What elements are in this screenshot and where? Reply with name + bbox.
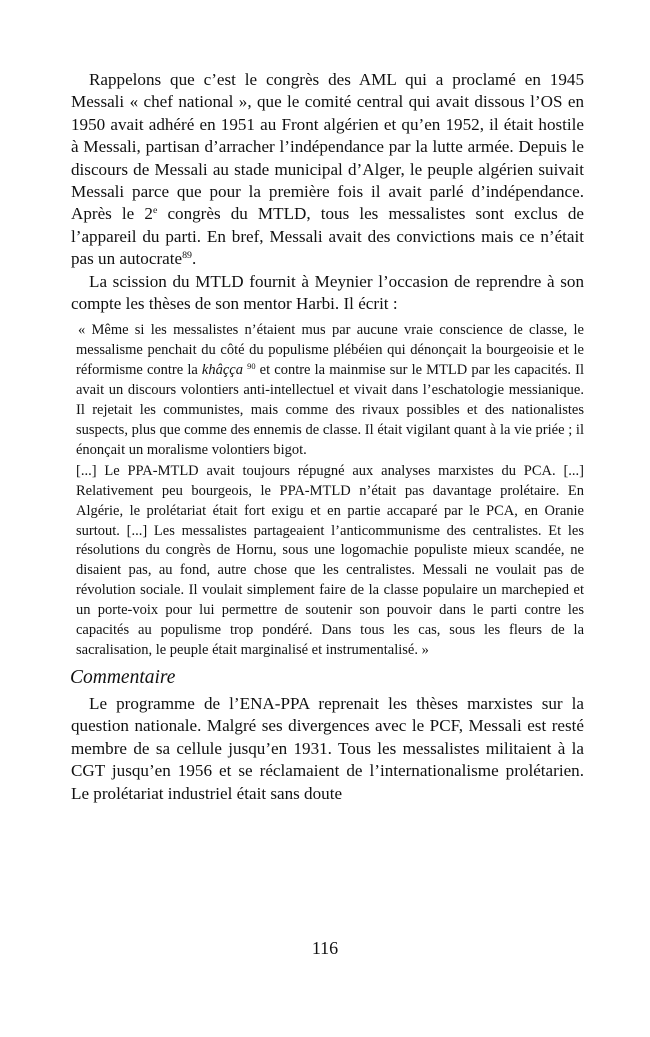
quote-paragraph-1	[76, 321, 584, 460]
block-quote	[76, 321, 584, 660]
ordinal-superscript: e	[152, 205, 158, 217]
page-number: 116	[311, 938, 339, 958]
page-body	[71, 69, 584, 805]
quote-paragraph-1-text-b: et contre la mainmise sur le MTLD par les capacités. Il avait un discours volontiers anti-intellectuel et vivait dans l’eschatologie messianique. Il rejetait les communistes, mais comme des rivaux possibles et des nationalistes suspects, plus que comme des ennemis de classe. Il était vigilant quant à la vie priée ; il énonçait un moralisme volontiers bigot.	[76, 362, 584, 458]
paragraph-2: La scission du MTLD fournit à Meynier l’occasion de reprendre à son compte les thèses de son mentor Harbi. Il écrit :	[71, 271, 584, 314]
paragraph-1-text-c: .	[191, 249, 197, 269]
paragraph-1-text-a: Rappelons que c’est le congrès des AML qui a proclamé en 1945 Messali « chef national », que le comité central qui avait dissous l’OS en 1950 avait adhéré en 1951 au Front algérien et qu’en 1952, il était hostile à Messali, partisan d’arracher l’indépendance par la lutte armée. Depuis le discours de Messali au stade municipal d’Alger, le peuple algérien suivait Messali parce que pour la première fois il avait parlé d’indépendance. Après le 2	[71, 70, 584, 224]
quote-paragraph-1-text-a: « Même si les messalistes n’étaient mus par aucune vraie conscience de classe, le messalisme penchait du côté du populisme plébéien qui dénonçait la bourgeoisie et le réformisme contre la	[76, 322, 584, 379]
paragraph-3: Le programme de l’ENA-PPA reprenait les thèses marxistes sur la question nationale. Malgré ses divergences avec le PCF, Messali est resté membre de sa cellule jusqu’en 1931. Tous les messalistes militaient à la CGT jusqu’en 1956 et se réclamaient de l’internationalisme prolétarien. Le prolétariat industriel était sans doute	[71, 693, 584, 803]
footnote-ref-90[interactable]: 90	[247, 362, 256, 372]
paragraph-1	[71, 69, 584, 271]
footnote-ref-89[interactable]: 89	[182, 250, 192, 262]
paragraph-1-text-b: congrès du MTLD, tous les messalistes sont exclus de l’appareil du parti. En bref, Messali avait des convictions mais ce n’était pas un autocrate	[71, 204, 584, 269]
section-heading: Commentaire	[70, 666, 176, 688]
quote-paragraph-2: [...] Le PPA-MTLD avait toujours répugné aux analyses marxistes du PCA. [...] Relativement peu bourgeois, le PPA-MTLD n’était pas davantage prolétaire. En Algérie, le prolétariat était fort exigu et en partie accaparé par le PCA, en Oranie surtout. [...] Les messalistes partageaient l’anticommunisme des centralistes. Et les résolutions du congrès de Hornu, sous une logomachie populiste mieux scandée, ne disaient pas, au fond, autre chose que les centralistes. Messali ne voulait pas de révolution sociale. Il voulait simplement faire de la classe populaire un marchepied et un porte-voix pour lui permettre de soutenir son pouvoir dans le parti contre les capacités au populisme trop pondéré. Dans tous les cas, sous les fleurs de la sacralisation, le peuple était marginalisé et instrumentalisé. »	[76, 462, 584, 658]
quote-italic-term: khâçça	[201, 362, 243, 379]
